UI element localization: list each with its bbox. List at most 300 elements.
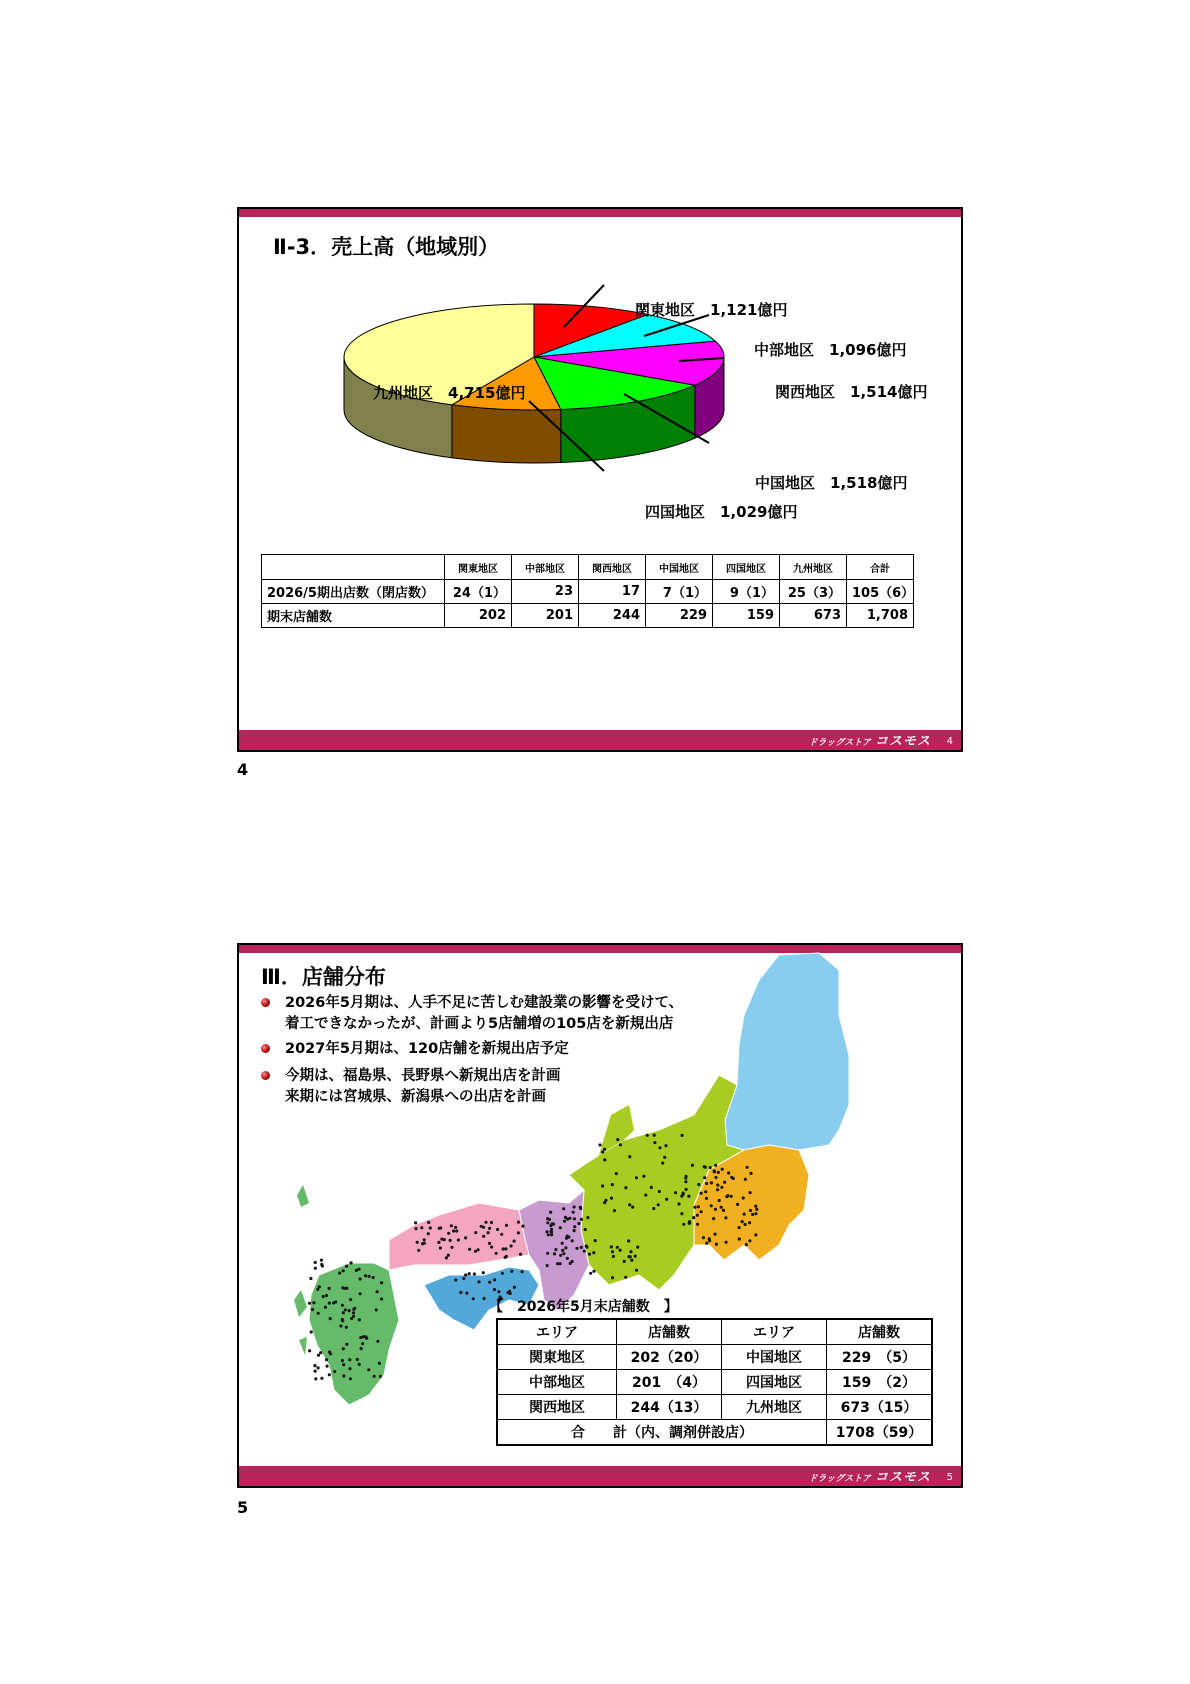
- store-dot: [635, 1176, 638, 1179]
- store-dot: [550, 1233, 553, 1236]
- store-dot: [320, 1263, 323, 1266]
- store-dot: [420, 1226, 423, 1229]
- store-dot: [738, 1226, 741, 1229]
- store-dot: [727, 1171, 730, 1174]
- store-dot: [328, 1373, 331, 1376]
- store-dot: [561, 1242, 564, 1245]
- store-dot: [682, 1223, 685, 1226]
- store-dot: [358, 1363, 361, 1366]
- table-cell: 9（1）: [713, 580, 780, 604]
- store-dot: [568, 1217, 571, 1220]
- bullet-icon: [261, 1044, 270, 1053]
- store-dot: [718, 1199, 721, 1202]
- table-cell: 25（3）: [780, 580, 847, 604]
- store-dot: [328, 1287, 331, 1290]
- store-dot: [372, 1276, 375, 1279]
- table-cell: 673（15）: [827, 1395, 933, 1420]
- store-dot: [644, 1194, 647, 1197]
- store-dot: [345, 1265, 348, 1268]
- store-dot: [687, 1195, 690, 1198]
- table-cell: 202（20）: [617, 1345, 722, 1370]
- store-dot: [325, 1294, 328, 1297]
- store-dot: [573, 1229, 576, 1232]
- store-dot: [343, 1287, 346, 1290]
- store-dot: [725, 1241, 728, 1244]
- store-dot: [312, 1301, 315, 1304]
- table-cell: 中部地区: [497, 1370, 617, 1395]
- store-dot: [745, 1243, 748, 1246]
- store-dot: [468, 1272, 471, 1275]
- table-header-cell: 中国地区: [646, 555, 713, 580]
- store-dot: [348, 1358, 351, 1361]
- table-header-cell: 中部地区: [512, 555, 579, 580]
- store-dot: [473, 1272, 476, 1275]
- store-dot: [364, 1274, 367, 1277]
- store-dot: [482, 1226, 485, 1229]
- store-dot: [715, 1243, 718, 1246]
- store-dot: [314, 1370, 317, 1373]
- store-dot: [584, 1228, 587, 1231]
- store-dot: [612, 1255, 615, 1258]
- table-cell: 159: [713, 604, 780, 628]
- store-dot: [416, 1241, 419, 1244]
- table-cell: 7（1）: [646, 580, 713, 604]
- store-dot: [741, 1220, 744, 1223]
- store-dot: [629, 1250, 632, 1253]
- store-dot: [355, 1269, 358, 1272]
- store-dot: [487, 1231, 490, 1234]
- store-dot: [742, 1196, 745, 1199]
- store-dot: [713, 1170, 716, 1173]
- store-dot: [545, 1230, 548, 1233]
- store-dot: [550, 1222, 553, 1225]
- store-dot: [565, 1237, 568, 1240]
- store-dot: [328, 1350, 331, 1353]
- store-dot: [703, 1176, 706, 1179]
- store-dot: [705, 1197, 708, 1200]
- store-dot: [653, 1141, 656, 1144]
- store-dot: [464, 1273, 467, 1276]
- store-dot: [414, 1227, 417, 1230]
- store-dot: [674, 1191, 677, 1194]
- table-header-cell: 店舗数: [827, 1319, 933, 1345]
- store-dot: [329, 1317, 332, 1320]
- store-dot: [720, 1186, 723, 1189]
- store-dot: [653, 1134, 656, 1137]
- map-region-chugoku: [389, 1203, 529, 1270]
- store-dot: [744, 1223, 747, 1226]
- store-dot: [754, 1212, 757, 1215]
- table-row-header: 2026/5期出店数（閉店数）: [262, 580, 445, 604]
- store-dot: [450, 1246, 453, 1249]
- store-dot: [663, 1156, 666, 1159]
- store-dot: [474, 1231, 477, 1234]
- store-dot: [556, 1262, 559, 1265]
- store-dot: [723, 1181, 726, 1184]
- store-dot: [604, 1199, 607, 1202]
- store-dot: [744, 1178, 747, 1181]
- store-dot: [696, 1223, 699, 1226]
- slide-footer-bar: [239, 1466, 961, 1486]
- store-dot: [601, 1150, 604, 1153]
- table-header-cell: 四国地区: [713, 555, 780, 580]
- store-area-table: [496, 1318, 933, 1446]
- table-cell: 23: [512, 580, 579, 604]
- store-dot: [339, 1324, 342, 1327]
- pie-label-chubu: 中部地区 1,096億円: [754, 341, 907, 359]
- store-dot: [642, 1175, 645, 1178]
- table-cell: 中国地区: [722, 1345, 827, 1370]
- store-dot: [439, 1246, 442, 1249]
- table-cell: 105（6）: [847, 580, 914, 604]
- store-dot: [482, 1271, 485, 1274]
- store-dot: [732, 1177, 735, 1180]
- table-cell: 九州地区: [722, 1395, 827, 1420]
- table-caption: 【 2026年5月末店舗数 】: [489, 1299, 678, 1315]
- table-cell: 159 （2）: [827, 1370, 933, 1395]
- store-dot: [677, 1202, 680, 1205]
- store-dot: [616, 1138, 619, 1141]
- store-dot: [684, 1180, 687, 1183]
- store-dot: [603, 1148, 606, 1151]
- store-dot: [462, 1277, 465, 1280]
- store-dot: [616, 1246, 619, 1249]
- store-dot: [704, 1166, 707, 1169]
- store-dot: [356, 1358, 359, 1361]
- store-dot: [311, 1308, 314, 1311]
- store-dot: [635, 1269, 638, 1272]
- store-dot: [429, 1226, 432, 1229]
- store-dot: [710, 1181, 713, 1184]
- store-dot: [417, 1249, 420, 1252]
- store-dot: [713, 1233, 716, 1236]
- store-dot: [610, 1197, 613, 1200]
- store-dot: [349, 1298, 352, 1301]
- store-dot: [325, 1358, 328, 1361]
- store-dot: [610, 1245, 613, 1248]
- table-header-cell: [262, 555, 445, 580]
- store-dot: [754, 1233, 757, 1236]
- store-dot: [490, 1245, 493, 1248]
- store-dot: [710, 1204, 713, 1207]
- store-dot: [450, 1224, 453, 1227]
- store-dot: [350, 1261, 353, 1264]
- store-dot: [748, 1239, 751, 1242]
- store-dot: [702, 1236, 705, 1239]
- table-header-cell: 九州地区: [780, 555, 847, 580]
- store-dot: [571, 1239, 574, 1242]
- store-dot: [546, 1221, 549, 1224]
- map-region-kyushu: [309, 1263, 399, 1405]
- store-dot: [488, 1227, 491, 1230]
- store-dot: [705, 1242, 708, 1245]
- store-dot: [559, 1254, 562, 1257]
- store-dot: [594, 1239, 597, 1242]
- store-dot: [603, 1158, 606, 1161]
- store-dot: [692, 1216, 695, 1219]
- store-dot: [308, 1349, 311, 1352]
- table-cell: 202: [445, 604, 512, 628]
- store-dot: [373, 1375, 376, 1378]
- store-dot: [646, 1134, 649, 1137]
- store-dot: [685, 1188, 688, 1191]
- store-dot: [455, 1229, 458, 1232]
- store-dot: [589, 1272, 592, 1275]
- table-cell: 244: [579, 604, 646, 628]
- table-cell: 229: [646, 604, 713, 628]
- store-dot: [345, 1343, 348, 1346]
- store-dot: [341, 1318, 344, 1321]
- store-dot: [579, 1207, 582, 1210]
- store-dot: [361, 1342, 364, 1345]
- store-dot: [564, 1216, 567, 1219]
- store-dot: [353, 1307, 356, 1310]
- store-dot: [586, 1216, 589, 1219]
- store-dot: [573, 1205, 576, 1208]
- slide-footer-bar: [239, 730, 961, 750]
- store-dot: [482, 1235, 485, 1238]
- store-dot: [488, 1281, 491, 1284]
- pie-side-4: [452, 405, 561, 463]
- store-dot: [320, 1259, 323, 1262]
- table-header-cell: エリア: [497, 1319, 617, 1345]
- store-dot: [322, 1295, 325, 1298]
- table-header-cell: 関西地区: [579, 555, 646, 580]
- store-dot: [688, 1220, 691, 1223]
- store-dot: [439, 1226, 442, 1229]
- store-dot: [680, 1212, 683, 1215]
- store-dot: [310, 1330, 313, 1333]
- store-dot: [553, 1252, 556, 1255]
- store-dot: [588, 1253, 591, 1256]
- table-header-row: [262, 555, 914, 580]
- table-cell: 201 （4）: [617, 1370, 722, 1395]
- store-dot: [517, 1231, 520, 1234]
- store-dot: [380, 1297, 383, 1300]
- store-dot: [714, 1164, 717, 1167]
- store-dot: [313, 1364, 316, 1367]
- slide-5: Ⅲ．店舗分布 2026年5月期は、人手不足に苦しむ建設業の影響を受けて、 着工できなかったが、計画より5店舗増の105店を新規出店 2027年5月期は、120店舗を新規出店予定 今期は、福島県、長野県へ新規出店を計画 来期には宮城県、新潟県への出店を計画 【 2026年5月末店舗数 】 エリア 店舗数 エリア 店舗数 関東地区 202（20） 中国地区 229 （5） 中部地区 201 （4） 四国地区 159 （2） 関西地区 244（13） 九州地区 673（15） 合 計（内、調剤併設店） 1708（59） ドラッグストア コスモス 5: [237, 943, 963, 1488]
- table-cell: 673: [780, 604, 847, 628]
- store-dot: [708, 1237, 711, 1240]
- table-cell: 1,708: [847, 604, 914, 628]
- store-dot: [665, 1198, 668, 1201]
- store-dot: [490, 1221, 493, 1224]
- slide-title: Ⅲ．店舗分布: [261, 965, 386, 989]
- store-dot: [680, 1195, 683, 1198]
- store-dot: [583, 1250, 586, 1253]
- store-dot: [493, 1288, 496, 1291]
- store-dot: [457, 1238, 460, 1241]
- store-dot: [352, 1315, 355, 1318]
- store-dot: [345, 1326, 348, 1329]
- map-region-islands: [294, 1185, 309, 1355]
- store-dot: [611, 1250, 614, 1253]
- store-dot: [317, 1366, 320, 1369]
- store-dot: [517, 1221, 520, 1224]
- store-dot: [611, 1183, 614, 1186]
- store-dot: [454, 1278, 457, 1281]
- store-dot: [362, 1335, 365, 1338]
- store-dot: [414, 1221, 417, 1224]
- store-dot: [726, 1194, 729, 1197]
- table-cell: 四国地区: [722, 1370, 827, 1395]
- store-dot: [720, 1206, 723, 1209]
- store-dot: [601, 1184, 604, 1187]
- store-dot: [326, 1365, 329, 1368]
- store-dot: [474, 1250, 477, 1253]
- store-dot: [627, 1239, 630, 1242]
- store-dot: [358, 1318, 361, 1321]
- store-dot: [342, 1269, 345, 1272]
- table-row: [262, 580, 914, 604]
- store-dot: [722, 1209, 725, 1212]
- table-row: [497, 1370, 932, 1395]
- store-dot: [427, 1221, 430, 1224]
- store-dot: [572, 1211, 575, 1214]
- store-dot: [324, 1306, 327, 1309]
- store-dot: [624, 1186, 627, 1189]
- store-dot: [652, 1207, 655, 1210]
- store-dot: [716, 1184, 719, 1187]
- store-dot: [749, 1209, 752, 1212]
- store-dot: [472, 1297, 475, 1300]
- slide-number: 4: [946, 736, 953, 747]
- store-dot: [308, 1302, 311, 1305]
- store-dot: [658, 1190, 661, 1193]
- store-dot: [585, 1246, 588, 1249]
- store-dot: [493, 1278, 496, 1281]
- pie-label-shikoku: 四国地区 1,029億円: [645, 503, 798, 521]
- store-dot: [348, 1309, 351, 1312]
- store-dot: [615, 1172, 618, 1175]
- table-cell: 229 （5）: [827, 1345, 933, 1370]
- store-dot: [437, 1241, 440, 1244]
- store-dot: [519, 1253, 522, 1256]
- store-dot: [368, 1275, 371, 1278]
- store-dot: [505, 1224, 508, 1227]
- table-header-cell: 合計: [847, 555, 914, 580]
- store-dot: [681, 1134, 684, 1137]
- page-number: 4: [237, 760, 249, 779]
- store-dot: [559, 1226, 562, 1229]
- store-dot: [755, 1208, 758, 1211]
- store-dot: [562, 1252, 565, 1255]
- store-dot: [454, 1226, 457, 1229]
- store-dot: [712, 1217, 715, 1220]
- slide-title: Ⅱ-3．売上高（地域別）: [273, 235, 500, 259]
- store-dot: [449, 1239, 452, 1242]
- store-dot: [317, 1312, 320, 1315]
- store-dot: [513, 1286, 516, 1289]
- store-dot: [664, 1144, 667, 1147]
- store-dot: [704, 1190, 707, 1193]
- store-dot: [700, 1192, 703, 1195]
- store-dot: [342, 1347, 345, 1350]
- store-dot: [569, 1262, 572, 1265]
- store-dot: [513, 1240, 516, 1243]
- store-dot: [549, 1211, 552, 1214]
- store-dot: [502, 1247, 505, 1250]
- store-dot: [724, 1216, 727, 1219]
- store-dot: [477, 1280, 480, 1283]
- table-total-value: 1708（59）: [827, 1420, 933, 1446]
- table-row: [497, 1345, 932, 1370]
- store-dot: [566, 1257, 569, 1260]
- store-dot: [658, 1146, 661, 1149]
- store-dot: [697, 1205, 700, 1208]
- store-dot: [721, 1168, 724, 1171]
- map-region-tohoku: [725, 953, 849, 1150]
- store-dot: [563, 1220, 566, 1223]
- table-row: [262, 604, 914, 628]
- store-dot: [359, 1292, 362, 1295]
- store-dot: [349, 1377, 352, 1380]
- store-dot: [693, 1206, 696, 1209]
- store-dot: [443, 1238, 446, 1241]
- store-dot: [562, 1207, 565, 1210]
- store-dot: [333, 1370, 336, 1373]
- store-dot: [573, 1217, 576, 1220]
- store-dot: [338, 1272, 341, 1275]
- store-dot: [505, 1255, 508, 1258]
- table-row-header: 期末店舗数: [262, 604, 445, 628]
- store-dot: [697, 1183, 700, 1186]
- store-dot: [629, 1255, 632, 1258]
- store-dot: [650, 1186, 653, 1189]
- bullet-icon: [261, 998, 270, 1007]
- table-header-cell: エリア: [722, 1319, 827, 1345]
- store-dot: [483, 1297, 486, 1300]
- store-dot: [427, 1232, 430, 1235]
- store-dot: [631, 1206, 634, 1209]
- slide-number: 5: [946, 1472, 953, 1483]
- store-dot: [506, 1291, 509, 1294]
- store-dot: [580, 1246, 583, 1249]
- store-dot: [730, 1195, 733, 1198]
- page-number: 5: [237, 1498, 249, 1517]
- store-dot: [465, 1292, 468, 1295]
- store-dot: [634, 1255, 637, 1258]
- table-total-label: 合 計（内、調剤併設店）: [497, 1420, 827, 1446]
- store-dot: [521, 1225, 524, 1228]
- store-dot: [575, 1247, 578, 1250]
- store-dot: [682, 1192, 685, 1195]
- brand-logo: ドラッグストア コスモス: [808, 734, 931, 749]
- store-dot: [580, 1218, 583, 1221]
- store-dot: [709, 1166, 712, 1169]
- store-dot: [309, 1277, 312, 1280]
- store-dot: [332, 1301, 335, 1304]
- store-dot: [613, 1209, 616, 1212]
- store-dot: [546, 1252, 549, 1255]
- pie-label-chugoku: 中国地区 1,518億円: [755, 474, 908, 492]
- store-dot: [504, 1247, 507, 1250]
- store-dot: [624, 1276, 627, 1279]
- store-dot: [376, 1340, 379, 1343]
- store-dot: [378, 1362, 381, 1365]
- table-total-row: [497, 1420, 932, 1446]
- store-dot: [464, 1236, 467, 1239]
- store-dot: [510, 1244, 513, 1247]
- store-dot: [317, 1354, 320, 1357]
- store-dot: [619, 1249, 622, 1252]
- store-dot: [375, 1308, 378, 1311]
- store-dot: [716, 1188, 719, 1191]
- store-dot: [468, 1248, 471, 1251]
- store-dot: [521, 1270, 524, 1273]
- store-dot: [705, 1182, 708, 1185]
